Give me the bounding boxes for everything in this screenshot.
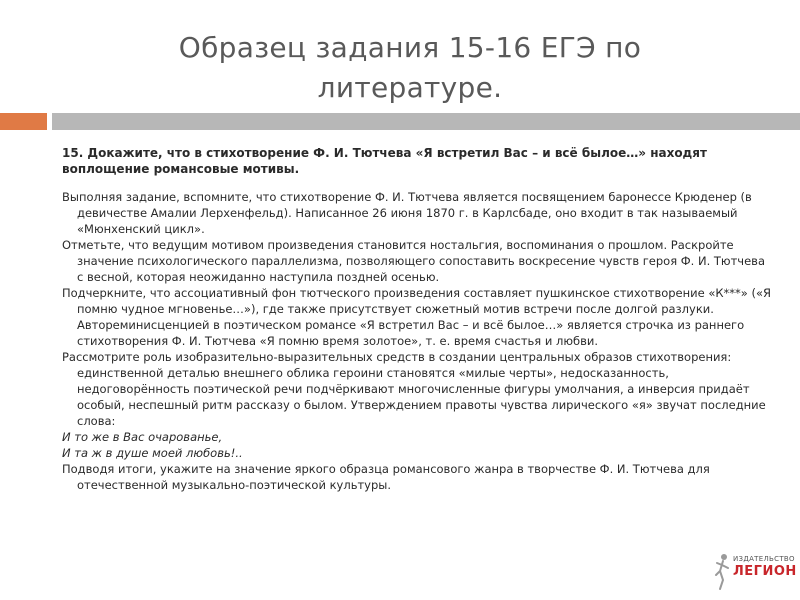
quote-line: И то же в Вас очарованье, (62, 430, 223, 444)
publisher-label: ИЗДАТЕЛЬСТВО (733, 555, 795, 563)
slide-title: Образец задания 15-16 ЕГЭ по литературе. (178, 31, 642, 104)
paragraph: Рассмотрите роль изобразительно-выразительных средств в создании центральных образов стихотворения: единственной деталью внешнего облика героини становятся «милые черты», недосказанность, недоговорённость поэтической речи подчёркивают многочисленные фигуры умолчания, а инверсия придаёт особый, неспешный ритм рассказу о былом. Утверждением правоты чувства лирического «я» звучат последние слова: (62, 350, 766, 428)
accent-bar (0, 113, 47, 130)
publisher-logo (713, 553, 797, 593)
paragraph: Подчеркните, что ассоциативный фон тютческого произведения составляет пушкинское стихотворение «К***» («Я помню чудное мгновенье…»), где также присутствует сюжетный мотив встречи после долгой разлуки. Автореминисценцией в поэтическом романсе «Я встретил Вас – и всё былое…» является строчка из раннего стихотворения Ф. И. Тютчева «Я помню время золотое», т. е. время счастья и любви. (62, 286, 772, 348)
divider-bar (52, 113, 800, 130)
runner-logo-icon (713, 553, 731, 591)
paragraph: Выполняя задание, вспомните, что стихотворение Ф. И. Тютчева является посвящением баронессе Крюденер (в девичестве Амалии Лерхенфельд). Написанное 26 июня 1870 г. в Карлсбаде, оно входит в так называемый «Мюнхенский цикл». (62, 190, 752, 236)
task-statement: 15. Докажите, что в стихотворение Ф. И. Тютчева «Я встретил Вас – и всё былое…» находят воплощение романсовые мотивы. (62, 146, 707, 176)
quote-line: И та ж в душе моей любовь!.. (62, 446, 243, 460)
publisher-name: ЛЕГИОН (733, 564, 797, 579)
final-paragraph: Подводя итоги, укажите на значение яркого образца романсового жанра в творчестве Ф. И. Тютчева для отечественной музыкально-поэтической культуры. (62, 462, 710, 492)
slide-content (62, 145, 774, 493)
paragraph: Отметьте, что ведущим мотивом произведения становится ностальгия, воспоминания о прошлом. Раскройте значение психологического параллелизма, позволяющего сопоставить воскресение чувств героя Ф. И. Тютчева с весной, которая неожиданно наступила поздней осенью. (62, 238, 766, 284)
